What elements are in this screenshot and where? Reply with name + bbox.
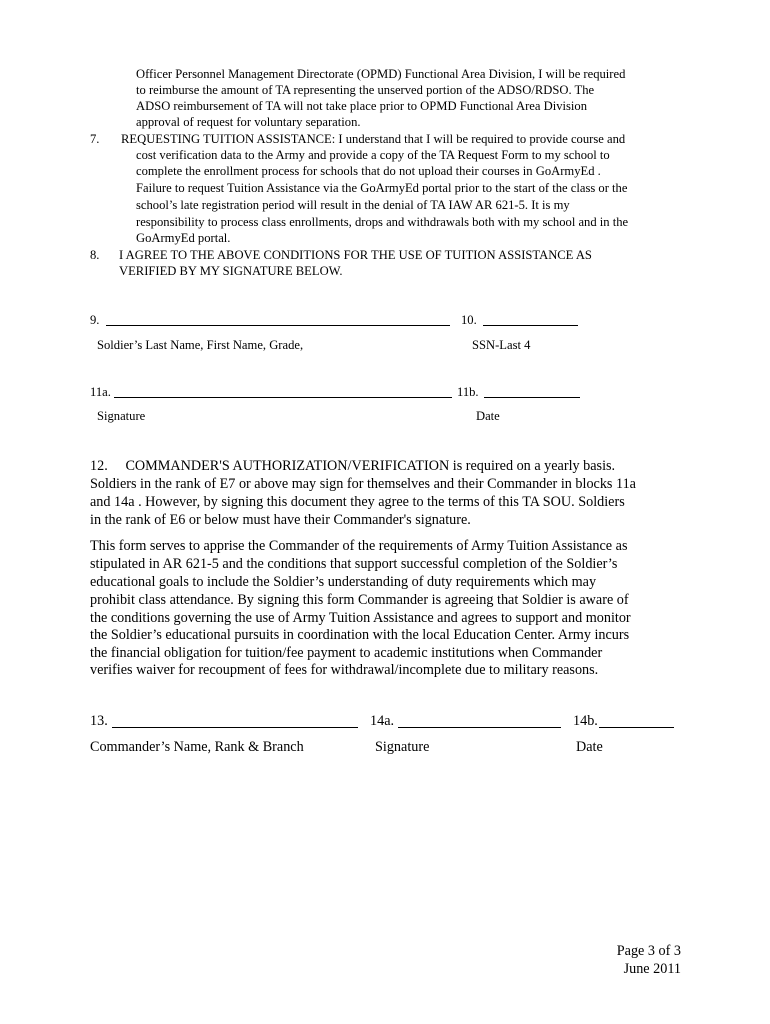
item6-line: to reimburse the amount of TA representing the unserved portion of the ADSO/RDSO. The — [136, 83, 595, 97]
paragraph-line: This form serves to apprise the Commander of the requirements of Army Tuition Assistance as — [90, 538, 628, 554]
item7-line: GoArmyEd portal. — [136, 231, 231, 245]
field13-number: 13. — [90, 713, 108, 729]
soldier-date-field[interactable] — [484, 397, 580, 398]
item8-line: I AGREE TO THE ABOVE CONDITIONS FOR THE USE OF TUITION ASSISTANCE AS — [119, 248, 592, 262]
paragraph-line: stipulated in AR 621-5 and the conditions that support successful completion of the Soldier’s — [90, 556, 618, 572]
item7-line: school’s late registration period will result in the denial of TA IAW AR 621-5. It is my — [136, 198, 570, 212]
page-number: Page 3 of 3 — [616, 943, 681, 959]
field14b-number: 14b. — [573, 713, 598, 729]
item6-line: ADSO reimbursement of TA will not take place prior to OPMD Functional Area Division — [136, 99, 588, 113]
field14b-label: Date — [576, 739, 603, 755]
field14a-number: 14a. — [370, 713, 395, 729]
item6-line: Officer Personnel Management Directorate (OPMD) Functional Area Division, I will be required — [136, 67, 626, 81]
paragraph-line: the conditions governing the use of Army Tuition Assistance and agrees to support and monitor — [90, 610, 631, 626]
item12-line: in the rank of E6 or below must have their Commander's signature. — [90, 512, 471, 528]
item7-number: 7. — [90, 132, 100, 146]
paragraph-line: prohibit class attendance. By signing this form Commander is agreeing that Soldier is aware of — [90, 592, 629, 608]
ssn-last4-field[interactable] — [483, 325, 578, 326]
paragraph-line: verifies waiver for recoupment of fees for withdrawal/incomplete due to military reasons. — [90, 662, 599, 678]
revision-date: June 2011 — [623, 961, 681, 977]
field9-label: Soldier’s Last Name, First Name, Grade, — [97, 338, 304, 352]
paragraph-line: the financial obligation for tuition/fee payment to academic institutions when Commander — [90, 645, 603, 661]
field10-label: SSN-Last 4 — [472, 338, 531, 352]
item8-number: 8. — [90, 248, 100, 262]
item7-line: complete the enrollment process for schools that do not upload their courses in GoArmyEd . — [136, 164, 601, 178]
soldier-name-field[interactable] — [106, 325, 450, 326]
field11b-number: 11b. — [457, 385, 479, 399]
field11a-number: 11a. — [90, 385, 111, 399]
item7-line: Failure to request Tuition Assistance via the GoArmyEd portal prior to the start of the class or the — [136, 181, 628, 195]
item12-line: Soldiers in the rank of E7 or above may sign for themselves and their Commander in blocks 11a — [90, 476, 636, 492]
item7-heading-line: REQUESTING TUITION ASSISTANCE: I understand that I will be required to provide course and — [121, 132, 626, 146]
field11a-label: Signature — [97, 409, 146, 423]
field13-label: Commander’s Name, Rank & Branch — [90, 739, 304, 755]
item12-line: 12. COMMANDER'S AUTHORIZATION/VERIFICATION is required on a yearly basis. — [90, 458, 616, 474]
field10-number: 10. — [461, 313, 477, 327]
commander-date-field[interactable] — [599, 727, 674, 728]
paragraph-line: educational goals to include the Soldier’s understanding of duty requirements which may — [90, 574, 597, 590]
field14a-label: Signature — [375, 739, 430, 755]
item7-line: responsibility to process class enrollments, drops and withdrawals both with my school and in the — [136, 215, 629, 229]
field9-number: 9. — [90, 313, 100, 327]
soldier-signature-field[interactable] — [114, 397, 452, 398]
item12-line: and 14a . However, by signing this document they agree to the terms of this TA SOU. Soldiers — [90, 494, 625, 510]
field11b-label: Date — [476, 409, 500, 423]
item7-line: cost verification data to the Army and provide a copy of the TA Request Form to my school to — [136, 148, 610, 162]
commander-name-field[interactable] — [112, 727, 358, 728]
item8-line: VERIFIED BY MY SIGNATURE BELOW. — [119, 264, 343, 278]
paragraph-line: the Soldier’s educational pursuits in coordination with the local Education Center. Army incurs — [90, 627, 630, 643]
item6-line: approval of request for voluntary separation. — [136, 115, 361, 129]
commander-signature-field[interactable] — [398, 727, 561, 728]
